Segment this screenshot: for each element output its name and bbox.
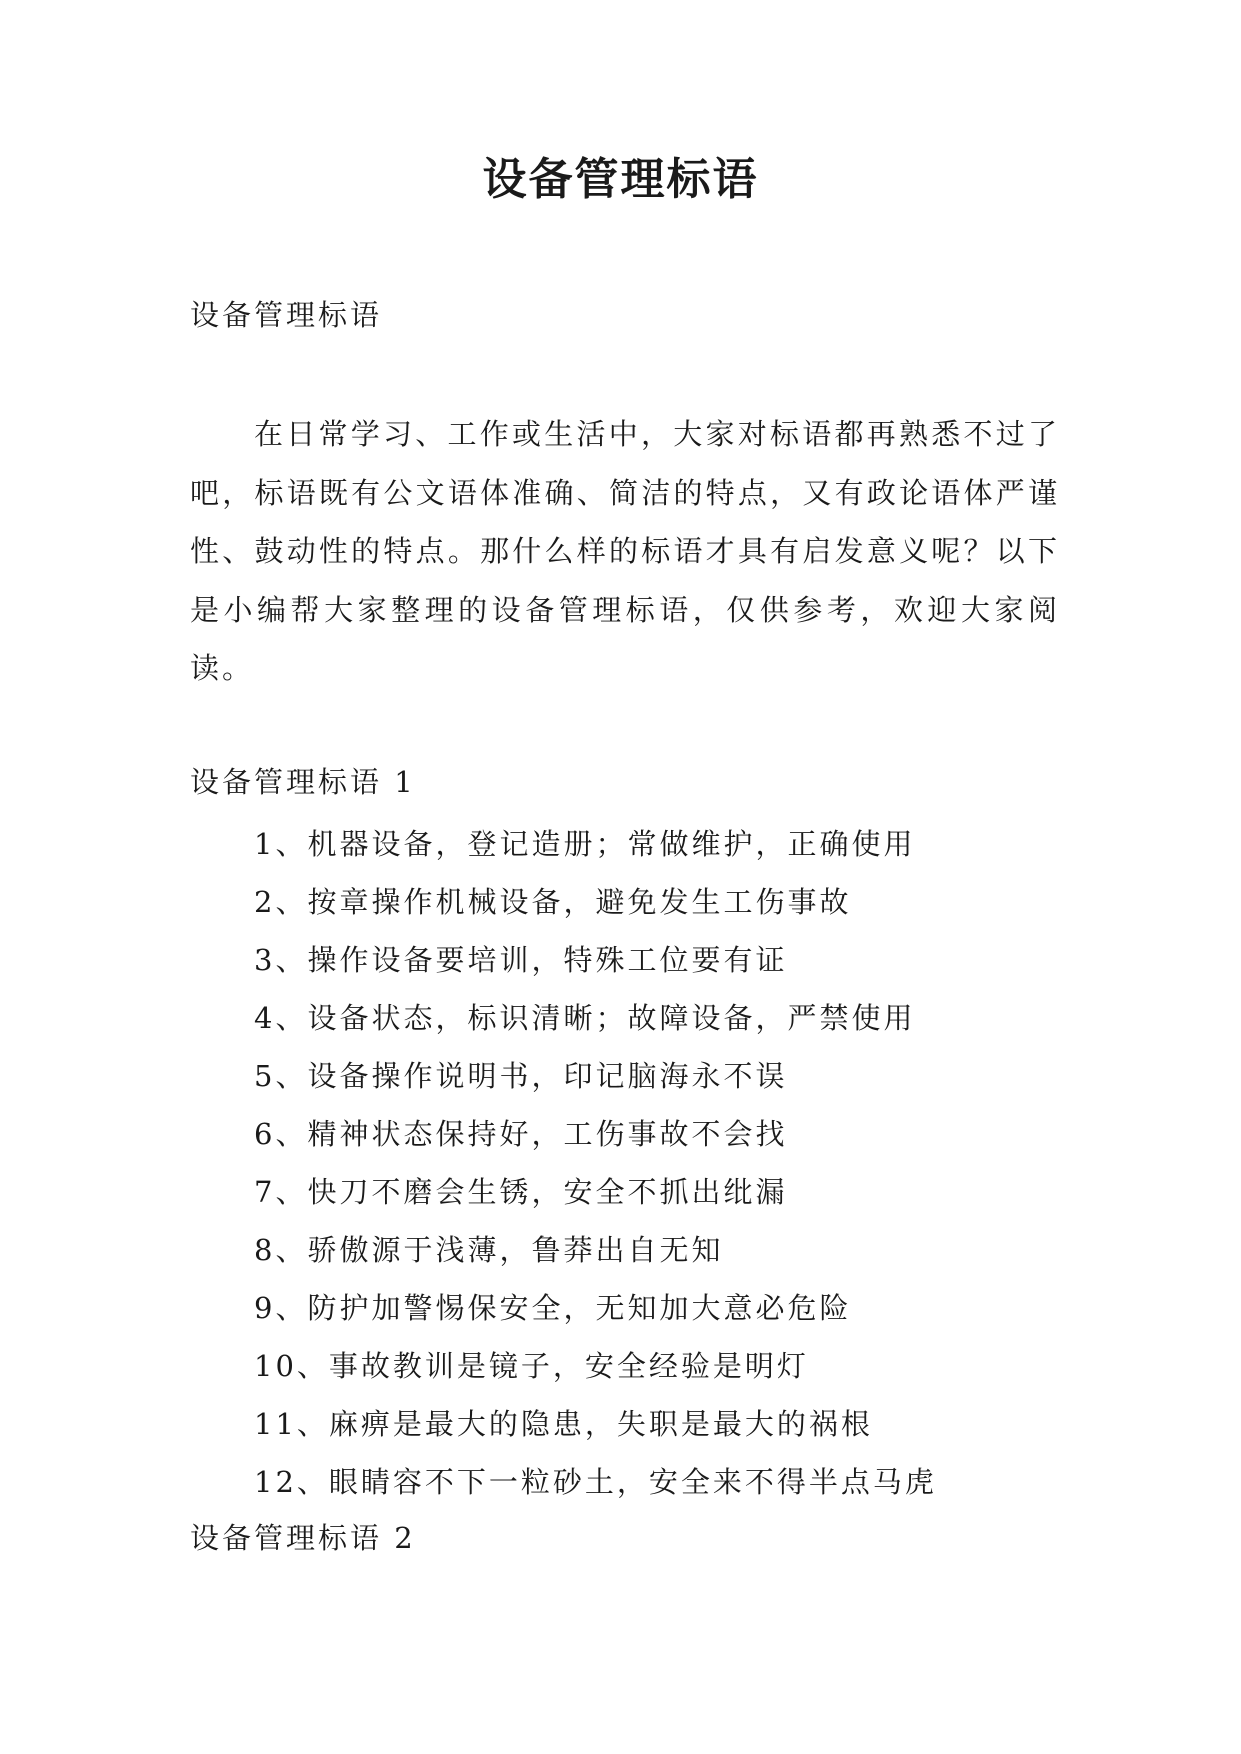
intro-paragraph: 在日常学习、工作或生活中，大家对标语都再熟悉不过了吧，标语既有公文语体准确、简洁的特点，又有政论语体严谨性、鼓动性的特点。那什么样的标语才具有启发意义呢？以下是小编帮大家整理的设备管理标语，仅供参考，欢迎大家阅读。 [190,417,1060,685]
list-item: 2、按章操作机械设备，避免发生工伤事故 [254,885,852,919]
list-item: 5、设备操作说明书，印记脑海永不误 [254,1059,788,1093]
section-heading-2: 设备管理标语 2 [190,1521,416,1555]
list-item: 11、麻痹是最大的隐患，失职是最大的祸根 [254,1407,873,1441]
list-item: 4、设备状态，标识清晰；故障设备，严禁使用 [254,1001,916,1035]
list-item: 1、机器设备，登记造册；常做维护，正确使用 [254,827,916,861]
document-title: 设备管理标语 [482,154,759,205]
list-item: 8、骄傲源于浅薄，鲁莽出自无知 [254,1233,724,1267]
list-item: 6、精神状态保持好，工伤事故不会找 [254,1117,788,1151]
list-item: 9、防护加警惕保安全，无知加大意必危险 [254,1291,852,1325]
section-heading-1: 设备管理标语 1 [190,765,416,799]
slogan-list-1 [254,815,1054,1511]
list-item: 3、操作设备要培训，特殊工位要有证 [254,943,788,977]
list-item: 10、事故教训是镜子，安全经验是明灯 [254,1349,809,1383]
list-item: 7、快刀不磨会生锈，安全不抓出纰漏 [254,1175,788,1209]
document-subtitle: 设备管理标语 [190,298,383,332]
list-item: 12、眼睛容不下一粒砂土，安全来不得半点马虎 [254,1465,937,1499]
